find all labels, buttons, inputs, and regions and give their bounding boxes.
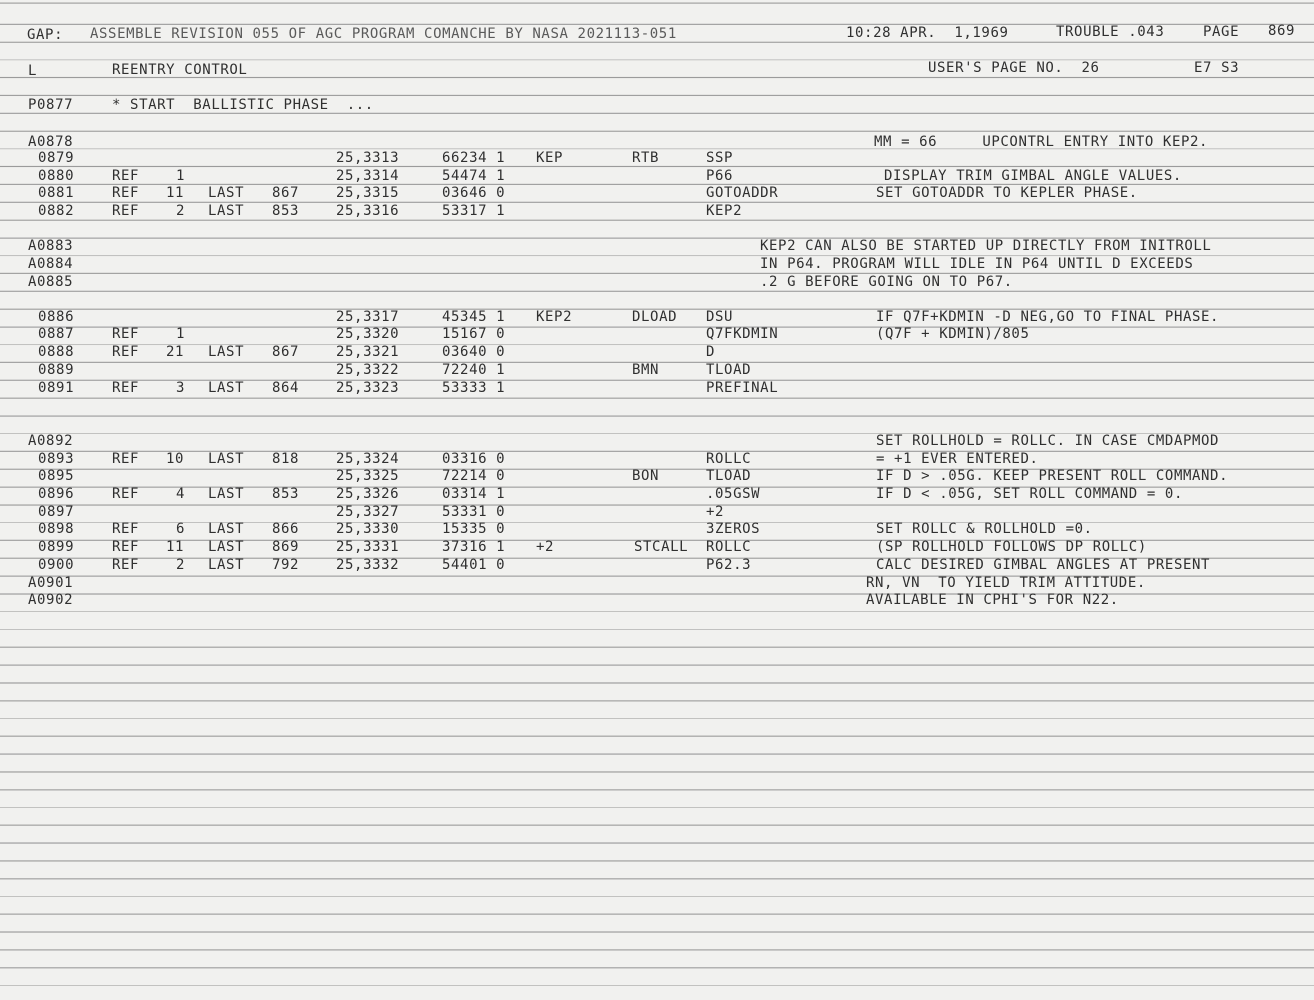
line-number: 0882 (38, 203, 75, 219)
listing-field: 25,3324 (336, 451, 400, 467)
line-number: 0879 (38, 150, 75, 166)
listing-field: Q7FKDMIN (706, 326, 779, 342)
listing-field: 25,3314 (336, 168, 400, 184)
listing-field: LAST (208, 557, 245, 573)
line-number: 0895 (38, 468, 75, 484)
listing-field: 03640 0 (442, 344, 506, 360)
listing-field: 25,3320 (336, 326, 400, 342)
listing-field: PREFINAL (706, 380, 779, 396)
listing-field: 6 (176, 521, 186, 537)
listing-field: 25,3330 (336, 521, 400, 537)
listing-field: LAST (208, 451, 245, 467)
listing-field: 53331 0 (442, 504, 506, 520)
listing-field: IN P64. PROGRAM WILL IDLE IN P64 UNTIL D EXCEEDS (760, 256, 1194, 272)
listing-field: 45345 1 (442, 309, 506, 325)
listing-field: 37316 1 (442, 539, 506, 555)
listing-field: KEP (536, 150, 564, 166)
line-number: A0902 (28, 592, 74, 608)
listing-field: 869 (272, 539, 300, 555)
listing-field: 864 (272, 380, 300, 396)
listing-field: 10 (166, 451, 185, 467)
gap-label: GAP: (27, 27, 64, 43)
listing-field: DISPLAY TRIM GIMBAL ANGLE VALUES. (884, 168, 1182, 184)
listing-field: KEP2 (706, 203, 743, 219)
timestamp: 10:28 APR. 1,1969 (846, 25, 1009, 41)
line-number: 0893 (38, 451, 75, 467)
listing-field: 3 (176, 380, 186, 396)
listing-field: 15167 0 (442, 326, 506, 342)
listing-field: LAST (208, 380, 245, 396)
listing-field: 25,3313 (336, 150, 400, 166)
listing-field: 54401 0 (442, 557, 506, 573)
listing-field: 4 (176, 486, 186, 502)
listing-field: (Q7F + KDMIN)/805 (876, 326, 1030, 342)
line-number: A0892 (28, 433, 74, 449)
listing-field: 11 (166, 185, 185, 201)
listing-field: 66234 1 (442, 150, 506, 166)
listing-field: 792 (272, 557, 300, 573)
line-number: 0880 (38, 168, 75, 184)
line-number: 0891 (38, 380, 75, 396)
page-number: 869 (1268, 23, 1296, 39)
listing-field: REF (112, 451, 140, 467)
listing-field: 53317 1 (442, 203, 506, 219)
line-number: 0887 (38, 326, 75, 342)
listing-field: STCALL (634, 539, 689, 555)
listing-field: REF (112, 380, 140, 396)
listing-field: LAST (208, 203, 245, 219)
listing-field: SET ROLLHOLD = ROLLC. IN CASE CMDAPMOD (876, 433, 1220, 449)
listing-code: E7 S3 (1194, 60, 1240, 76)
listing-field: REF (112, 521, 140, 537)
listing-field: IF Q7F+KDMIN -D NEG,GO TO FINAL PHASE. (876, 309, 1220, 325)
listing-field: REF (112, 203, 140, 219)
listing-field: REF (112, 539, 140, 555)
listing-field: P66 (706, 168, 734, 184)
section-heading: * START BALLISTIC PHASE ... (112, 97, 374, 113)
listing-field: 25,3321 (336, 344, 400, 360)
listing-field: ROLLC (706, 539, 752, 555)
listing-field: TLOAD (706, 468, 752, 484)
page-label: PAGE (1203, 24, 1240, 40)
listing-field: 1 (176, 168, 186, 184)
line-number: 0888 (38, 344, 75, 360)
line-number: 0899 (38, 539, 75, 555)
listing-field: 867 (272, 185, 300, 201)
line-number: A0878 (28, 134, 74, 150)
listing-field: 25,3331 (336, 539, 400, 555)
listing-field: 25,3322 (336, 362, 400, 378)
listing-field: RN, VN TO YIELD TRIM ATTITUDE. (866, 575, 1146, 591)
listing-field: LAST (208, 185, 245, 201)
listing-field: 21 (166, 344, 185, 360)
line-number: A0883 (28, 238, 74, 254)
listing-field: 72240 1 (442, 362, 506, 378)
trouble-code: TROUBLE .043 (1056, 24, 1165, 40)
listing-field: LAST (208, 486, 245, 502)
listing-field: CALC DESIRED GIMBAL ANGLES AT PRESENT (876, 557, 1211, 573)
listing-field: 2 (176, 203, 186, 219)
listing-field: 25,3325 (336, 468, 400, 484)
listing-field: 1 (176, 326, 186, 342)
listing-field: DLOAD (632, 309, 678, 325)
listing-field: 853 (272, 203, 300, 219)
listing-field: REF (112, 326, 140, 342)
assemble-header: ASSEMBLE REVISION 055 OF AGC PROGRAM COMANCHE BY NASA 2021113-051 (90, 26, 677, 42)
listing-field: REF (112, 557, 140, 573)
listing-field: (SP ROLLHOLD FOLLOWS DP ROLLC) (876, 539, 1147, 555)
users-page-number: USER'S PAGE NO. 26 (928, 60, 1100, 76)
line-number: 0896 (38, 486, 75, 502)
listing-field: 2 (176, 557, 186, 573)
listing-field: IF D > .05G. KEEP PRESENT ROLL COMMAND. (876, 468, 1229, 484)
listing-field: AVAILABLE IN CPHI'S FOR N22. (866, 592, 1119, 608)
line-number: A0901 (28, 575, 74, 591)
line-number: 0897 (38, 504, 75, 520)
listing-field: KEP2 CAN ALSO BE STARTED UP DIRECTLY FROM INITROLL (760, 238, 1212, 254)
listing-field: 25,3327 (336, 504, 400, 520)
listing-field: 25,3323 (336, 380, 400, 396)
listing-field: GOTOADDR (706, 185, 779, 201)
listing-field: 03646 0 (442, 185, 506, 201)
listing-field: 53333 1 (442, 380, 506, 396)
listing-field: 03314 1 (442, 486, 506, 502)
listing-field: TLOAD (706, 362, 752, 378)
line-number: 0886 (38, 309, 75, 325)
listing-field: = +1 EVER ENTERED. (876, 451, 1039, 467)
listing-field: MM = 66 UPCONTRL ENTRY INTO KEP2. (874, 134, 1209, 150)
listing-field: 15335 0 (442, 521, 506, 537)
listing-field: .2 G BEFORE GOING ON TO P67. (760, 274, 1013, 290)
listing-field: LAST (208, 344, 245, 360)
listing-field: 25,3326 (336, 486, 400, 502)
listing-field: +2 (536, 539, 555, 555)
listing-field: 853 (272, 486, 300, 502)
listing-field: 3ZEROS (706, 521, 761, 537)
listing-field: REF (112, 185, 140, 201)
listing-field: 03316 0 (442, 451, 506, 467)
l-marker: L (28, 63, 38, 79)
listing-field: .05GSW (706, 486, 761, 502)
listing-field: 866 (272, 521, 300, 537)
listing-field: 867 (272, 344, 300, 360)
listing-field: LAST (208, 521, 245, 537)
listing-field: 72214 0 (442, 468, 506, 484)
section-title: REENTRY CONTROL (112, 62, 248, 78)
line-number: 0898 (38, 521, 75, 537)
line-number: 0900 (38, 557, 75, 573)
listing-field: 25,3317 (336, 309, 400, 325)
listing-field: SSP (706, 150, 734, 166)
listing-field: 25,3315 (336, 185, 400, 201)
listing-field: +2 (706, 504, 725, 520)
listing-field: BON (632, 468, 660, 484)
listing-field: ROLLC (706, 451, 752, 467)
listing-field: IF D < .05G, SET ROLL COMMAND = 0. (876, 486, 1183, 502)
listing-field: REF (112, 486, 140, 502)
listing-field: REF (112, 168, 140, 184)
line-number: A0885 (28, 274, 74, 290)
listing-field: D (706, 344, 716, 360)
listing-field: 11 (166, 539, 185, 555)
listing-field: RTB (632, 150, 660, 166)
listing-field: BMN (632, 362, 660, 378)
listing-field: 25,3316 (336, 203, 400, 219)
line-number: 0889 (38, 362, 75, 378)
listing-field: DSU (706, 309, 734, 325)
listing-field: P62.3 (706, 557, 752, 573)
listing-field: LAST (208, 539, 245, 555)
listing-field: 54474 1 (442, 168, 506, 184)
section-line-id: P0877 (28, 97, 74, 113)
line-number: A0884 (28, 256, 74, 272)
line-number: 0881 (38, 185, 75, 201)
listing-field: SET ROLLC & ROLLHOLD =0. (876, 521, 1093, 537)
listing-field: KEP2 (536, 309, 573, 325)
listing-field: 818 (272, 451, 300, 467)
listing-field: 25,3332 (336, 557, 400, 573)
listing-field: REF (112, 344, 140, 360)
listing-field: SET GOTOADDR TO KEPLER PHASE. (876, 185, 1138, 201)
